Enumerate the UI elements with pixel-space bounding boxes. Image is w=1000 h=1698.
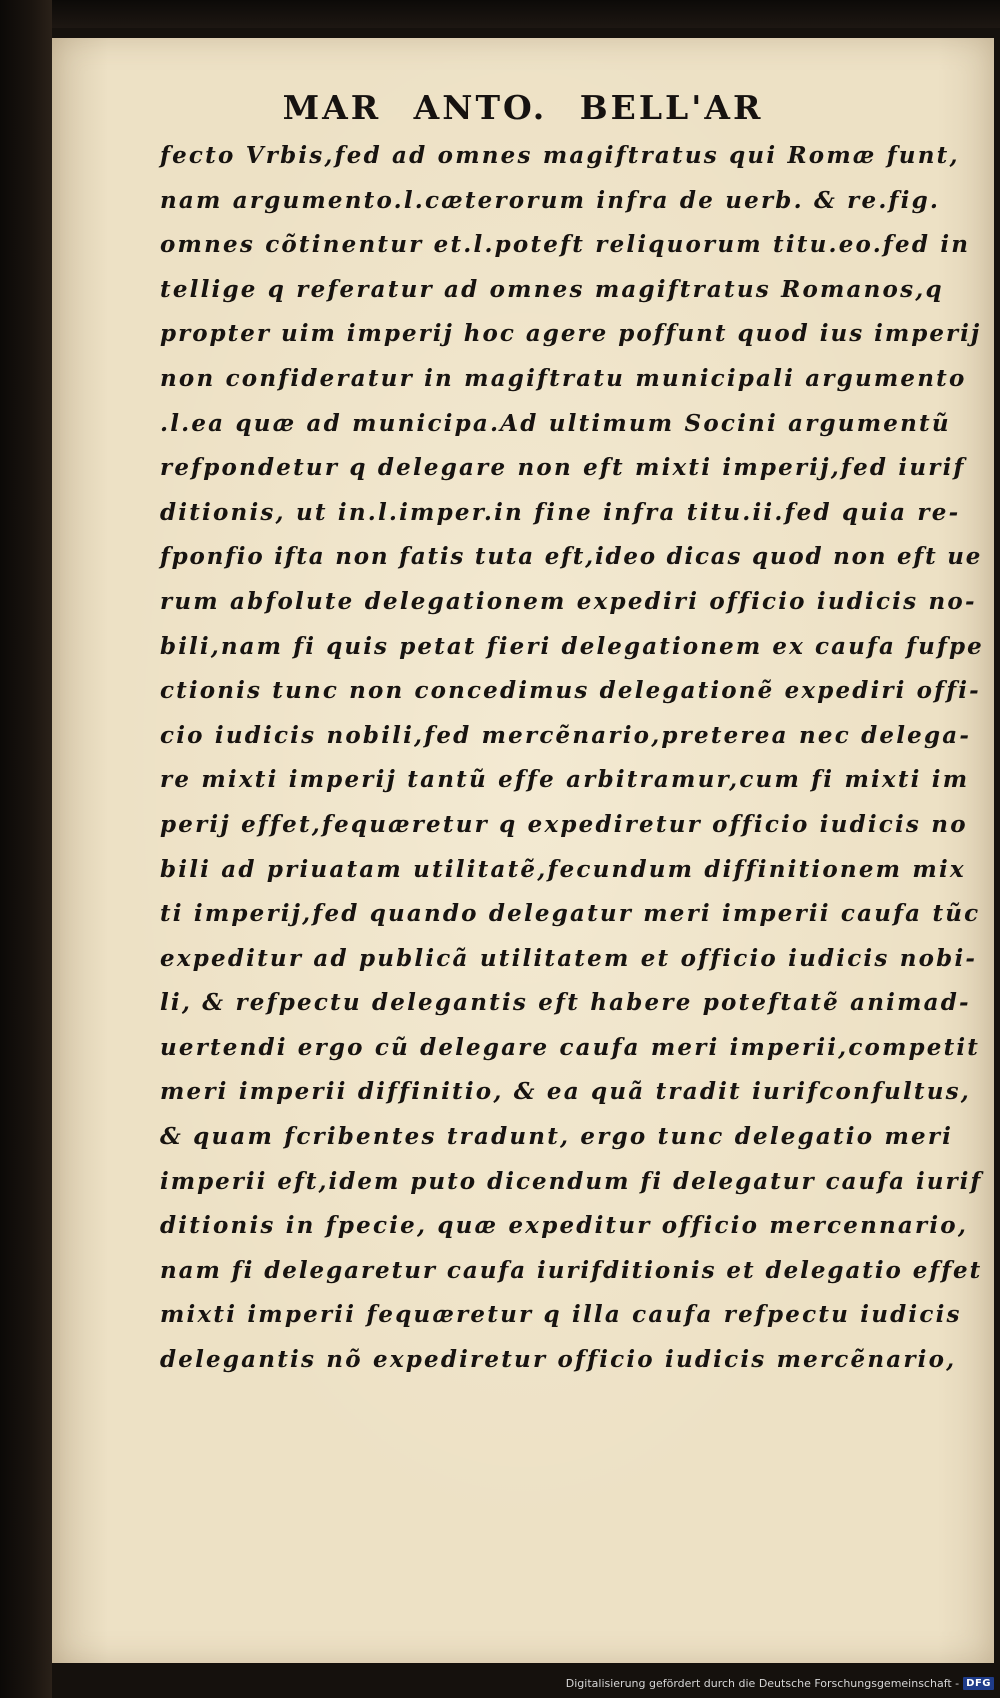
text-line: meri imperii diffinitio, & ea quã tradit iurifconfultus, (160, 1078, 971, 1106)
text-line: refpondetur q delegare non eft mixti imperij,fed iurif (160, 454, 966, 482)
text-line: perij effet,fequæretur q expediretur officio iudicis no (160, 810, 968, 838)
text-line: fponfio ifta non fatis tuta eft,ideo dicas quod non eft ue (160, 543, 983, 571)
text-line: mixti imperii fequæretur q illa caufa refpectu iudicis (160, 1301, 962, 1329)
text-line: delegantis nõ expediretur officio iudicis mercẽnario, (160, 1346, 957, 1374)
running-head: MAR ANTO. BELL'AR (282, 88, 764, 127)
text-line: nam argumento.l.cæterorum infra de uerb. & re.fig. (160, 186, 941, 214)
text-line: ditionis in fpecie, quæ expeditur officio mercennario, (160, 1212, 969, 1240)
book-spine-edge (0, 0, 52, 1698)
text-line: ditionis, ut in.l.imper.in fine infra titu.ii.fed quia re- (160, 498, 961, 526)
text-line: propter uim imperij hoc agere poffunt quod ius imperij (160, 320, 982, 348)
credit-text: Digitalisierung gefördert durch die Deutsche Forschungsgemeinschaft - (565, 1676, 960, 1690)
body-text (160, 134, 984, 1383)
text-line: fecto Vrbis,fed ad omnes magiftratus qui Romæ funt, (160, 142, 960, 169)
scan-background-top (0, 0, 1000, 28)
text-line: tellige q referatur ad omnes magiftratus Romanos,q (160, 275, 944, 303)
text-line: imperii eft,idem puto dicendum fi delegatur caufa iurif (160, 1167, 983, 1195)
text-line: .l.ea quæ ad municipa.Ad ultimum Socini argumentũ (160, 409, 951, 437)
text-line: bili,nam fi quis petat fieri delegationem ex caufa fufpe (160, 632, 984, 660)
book-page (52, 38, 994, 1663)
text-line: ti imperij,fed quando delegatur meri imperii caufa tũc (160, 900, 981, 928)
text-line: omnes cõtinentur et.l.poteft reliquorum titu.eo.fed in (160, 231, 971, 259)
text-line: li, & refpectu delegantis eft habere poteftatẽ animad- (160, 989, 971, 1017)
text-line: uertendi ergo cũ delegare caufa meri imperii,competit (160, 1033, 981, 1061)
text-line: & quam fcribentes tradunt, ergo tunc delegatio meri (160, 1123, 954, 1151)
text-line: bili ad priuatam utilitatẽ,fecundum diffinitionem mix (160, 855, 966, 883)
digitization-credit (566, 1674, 994, 1692)
text-line: expeditur ad publicã utilitatem et officio iudicis nobi- (160, 944, 978, 972)
text-line: cio iudicis nobili,fed mercẽnario,preterea nec delega- (160, 721, 972, 749)
text-line: nam fi delegaretur caufa iurifditionis et delegatio effet (160, 1256, 983, 1284)
text-line: rum abfolute delegationem expediri officio iudicis no- (160, 587, 977, 615)
text-line: re mixti imperij tantũ effe arbitramur,cum fi mixti im (160, 766, 970, 794)
text-line: non confideratur in magiftratu municipali argumento (160, 364, 967, 392)
dfg-logo: DFG (963, 1677, 994, 1690)
text-line: ctionis tunc non concedimus delegationẽ expediri offi- (160, 677, 981, 705)
